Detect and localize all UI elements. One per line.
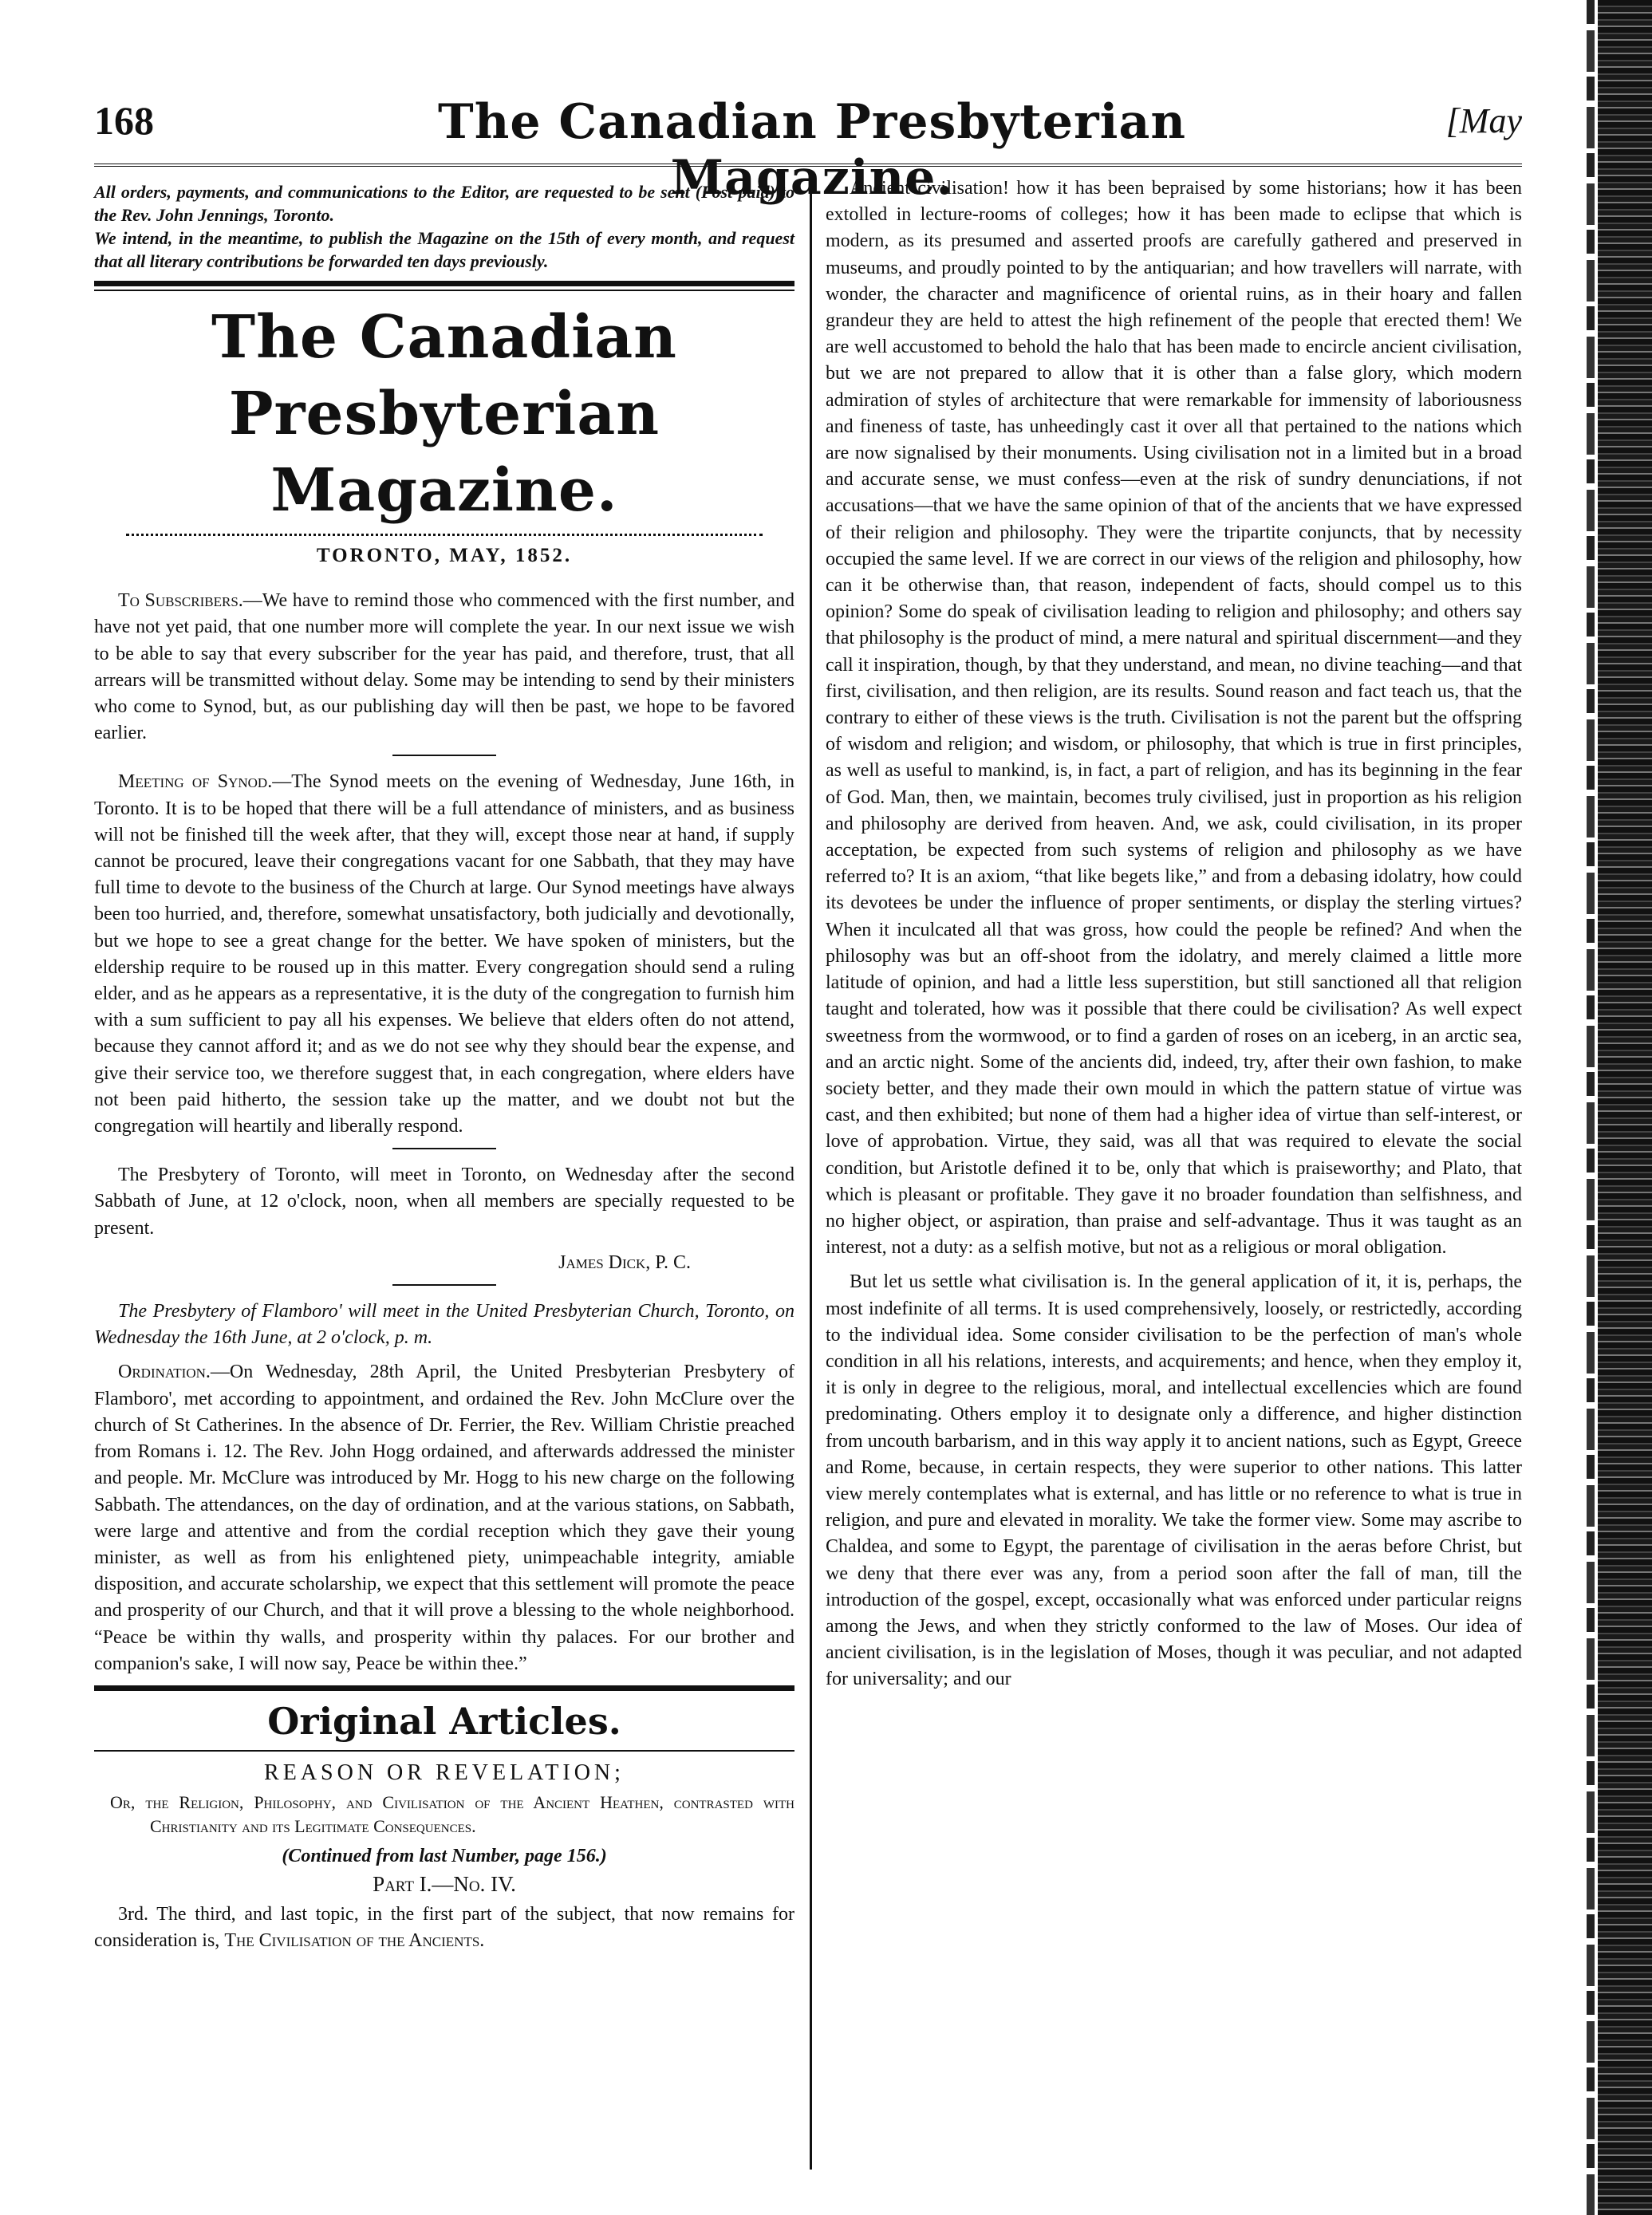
running-title: The Canadian Presbyterian Magazine. bbox=[438, 94, 1186, 206]
ordination-text: —On Wednesday, 28th April, the United Presbyterian Presbytery of Flamboro', met according to appointment, and ordained the Rev. John McClure over the church of St Catherines. In the absence of Dr. Ferrier, the Rev. William Christie preached from Romans i. 12. The Rev. John Hogg ordained, and afterwards addressed the minister and people. Mr. McClure was introduced by Mr. Hogg to his new charge on the following Sabbath. The attendances, on the day of ordination, and at the various stations, on Sabbath, were large and attentive and from the cordial reception which they gave their young minister, as well as from his enlightened piety, unimpeachable integrity, amiable disposition, and accurate scholarship, we expect that this settlement will promote the peace and prosperity of our Church, and that it will prove a blessing to the whole neighborhood. “Peace be within thy walls, and prosperity within thy palaces. For our brother and companion's sake, I will now say, Peace be within thee.” bbox=[94, 1362, 794, 1674]
masthead-ornament bbox=[126, 534, 763, 536]
article-title: REASON OR REVELATION; bbox=[264, 1760, 625, 1785]
dateline: TORONTO, MAY, 1852. bbox=[316, 545, 573, 566]
short-rule bbox=[392, 1148, 496, 1149]
civilisation-paragraph-1: Ancient civilisation! how it has been bepraised by some historians; how it has been extolled in lecture-rooms of colleges; how it has been made to eclipse that which is modern, as its presumed and asserted proofs are carefully gathered and preserved in museums, and proudly pointed to by the antiquarian; and how travellers will narrate, with wonder, the character and magnificence of oriental ruins, as in their hoary and fallen grandeur they are held to attest the high refinement of the people that erected them! We are well accustomed to behold the halo that has been made to encircle ancient civilisation, but we are not prepared to allow that it is other than a false glory, which modern admiration of styles of architecture that were remarkable for immensity of laboriousness and fineness of taste, has unheedingly cast it over all that pertained to the nations which are now signalised by their monuments. Using civilisation not in a limited but in a broad and accurate sense, we must confess—even at the risk of sundry denunciations, if not accusations—that we have the same opinion of that of the ancients that we have expressed of their religion and philosophy. They were the tripartite conjuncts, that by necessity occupied the same level. If we are correct in our views of the religion and philosophy, how can it be otherwise than, that reason, independent of facts, should compel us to this opinion? Some do speak of civilisation leading to religion and philosophy; and others say that philosophy is the product of mind, a mere natural and spiritual discernment—and they call it inspiration, though, by that they understand, and mean, no divine teaching—and that first, civilisation, and then religion, are its results. Sound reason and fact teach us, that the contrary to either of these views is the truth. Civilisation is not the parent but the offspring of wisdom and religion; and wisdom, or philosophy, that which is true in first principles, as well as useful to mankind, is, in fact, a part of religion, and has its beginning in the fear of God. Man, then, we maintain, becomes truly civilised, just in proportion as his religion and philosophy are derived from heaven. And, we ask, could civilisation, in its proper acceptation, be expected from such systems of religion and philosophy as we have referred to? It is an axiom, “that like begets like,” and from a debasing idolatry, how could its devotees be under the influence of proper sentiments, or display the sterling virtues? When it inculcated all that was gross, how could the people be refined? And when the philosophy was but an off-shoot from the idolatry, and merely claimed a little more latitude of opinion, and had a little less superstition, but still sanctioned all that religion taught and tolerated, how was it possible that there could be civilisation? As well expect sweetness from the wormwood, or to find a garden of roses on an iceberg, in an arctic sea, and an arctic night. Some of the ancients did, indeed, try, after their own fashion, to make society better, and they made their own mould in which the pattern statue of virtue was cast, and then exhibited; but none of them had a higher idea of virtue than self-interest, or love of approbation. Virtue, they said, was all that was required to elevate the social condition, but Aristotle defined it to be, only that which is praiseworthy; and Plato, that which is pleasant or profitable. They gave it no broader foundation than selfishness, and no higher object, or aspiration, than praise and self-advantage. Thus it was taught as an interest, not a duty: as a selfish motive, but not as a religious or moral obligation. bbox=[826, 178, 1522, 1259]
scan-edge bbox=[1598, 0, 1652, 2215]
civilisation-paragraph-2: But let us settle what civilisation is. In the general application of it, it is, perhaps, the most indefinite of all terms. It is used comprehensively, loosely, or restrictedly, according to the individual idea. Some consider civilisation to be the perfection of man's whole condition in all his relations, interests, and acquirements; and hence, when they employ it, it is only in degree to the religious, moral, and intellectual excellencies which are found predominating. Others employ it to designate only a difference, and higher distinction from uncouth barbarism, and in this way apply it to ancient nations, such as Egypt, Greece and Rome, because, in certain respects, they were superior to other nations. This latter view merely contemplates what is external, and has little or no reference to what is true in religion, and pure and elevated in morality. We take the former view. Some may ascribe to Chaldea, and some to Egypt, the parentage of civilisation in the aeras before Christ, but we deny that there ever was any, from a period soon after the fall of man, till the introduction of the gospel, except, occasionally what was enforced under particular reigns among the Jews, and when they strictly conformed to the law of Moses. Our idea of ancient civilisation, is in the legislation of Moses, though it was peculiar, and not adapted for universality; and our bbox=[826, 1271, 1522, 1690]
third-topic-paragraph bbox=[94, 1902, 794, 1954]
right-column bbox=[826, 175, 1522, 1701]
issue-month: [May bbox=[1445, 101, 1522, 140]
synod-lead: Meeting of Synod. bbox=[118, 771, 273, 793]
synod-paragraph bbox=[94, 769, 794, 1140]
column-divider bbox=[810, 171, 812, 2170]
presbytery-flamboro-notice: The Presbytery of Flamboro' will meet in the United Presbyterian Church, Toronto, on Wednesday the 16th June, at 2 o'clock, p. m. bbox=[94, 1301, 794, 1349]
article-subtitle: Or, the Religion, Philosophy, and Civilisation of the Ancient Heathen, contrasted with Christianity and its Legitimate Consequences. bbox=[110, 1792, 794, 1837]
synod-text: —The Synod meets on the evening of Wednesday, June 16th, in Toronto. It is to be hoped that there will be a full attendance of ministers, and as business will not be finished till the week after, that they will, except those near at hand, if supply cannot be procured, leave their congregations vacant for one Sabbath, that they may have full time to devote to the business of the Church at large. Our Synod meetings have always been too hurried, and, therefore, somewhat unsatisfactory, both judicially and devotionally, but we hope to see a great change for the better. We have spoken of ministers, but the eldership require to be roused up in this matter. Every congregation should send a ruling elder, and as he appears as a representative, it is the duty of the congregation to furnish him with a sum sufficient to pay all his expenses. We believe that elders often do not attend, because they cannot afford it; and as we do not see why they should bear the expense, and give their service too, we therefore suggest that, in each congregation, where elders have not been paid hitherto, the session take up the matter, and we doubt not but the congregation will heartily and liberally respond. bbox=[94, 771, 794, 1137]
masthead: The Canadian Presbyterian Magazine. bbox=[211, 303, 677, 525]
publication-notice: We intend, in the meantime, to publish the Magazine on the 15th of every month, and request that all literary contributions be forwarded ten days previously. bbox=[94, 228, 794, 271]
masthead-rule-thin bbox=[94, 290, 794, 291]
signature: James Dick, P. C. bbox=[558, 1251, 691, 1273]
header-rule bbox=[94, 164, 1522, 167]
third-topic-intro: 3rd. The third, and last topic, in the first part of the subject, that now remains for consideration is, bbox=[94, 1903, 794, 1951]
ordination-lead: Ordination. bbox=[118, 1362, 211, 1383]
subscribers-text: —We have to remind those who commenced with the first number, and have not yet paid, that one number more will complete the year. In our next issue we wish to be able to say that every subscriber for the year has paid, and therefore, trust, that all arrears will be transmitted without delay. Some may be intending to send by their ministers who come to Synod, but, as our publishing day will then be past, we hope to be favored earlier. bbox=[94, 590, 794, 744]
short-rule bbox=[392, 755, 496, 756]
subscribers-lead: To Subscribers. bbox=[118, 590, 243, 612]
editor-notice bbox=[94, 180, 794, 273]
scan-edge-inner bbox=[1587, 0, 1595, 2215]
orders-notice: All orders, payments, and communications to the Editor, are requested to be sent (Post-paid) to the Rev. John Jennings, Toronto. bbox=[94, 182, 794, 225]
ordination-paragraph bbox=[94, 1359, 794, 1677]
subscribers-paragraph bbox=[94, 588, 794, 747]
third-topic-caps: The Civilisation of the Ancients. bbox=[224, 1929, 485, 1951]
presbytery-toronto-notice: The Presbytery of Toronto, will meet in Toronto, on Wednesday after the second Sabbath of June, at 12 o'clock, noon, when all members are specially requested to be present. bbox=[94, 1165, 794, 1239]
masthead-rule-top bbox=[94, 281, 794, 286]
section-rule-thin bbox=[94, 1750, 794, 1752]
continued-note: (Continued from last Number, page 156.) bbox=[282, 1846, 607, 1867]
page-number: 168 bbox=[94, 98, 154, 143]
section-heading: Original Articles. bbox=[267, 1699, 621, 1743]
part-heading: Part I.—No. IV. bbox=[373, 1872, 516, 1897]
left-column bbox=[94, 175, 794, 1962]
short-rule bbox=[392, 1284, 496, 1286]
section-rule bbox=[94, 1685, 794, 1691]
